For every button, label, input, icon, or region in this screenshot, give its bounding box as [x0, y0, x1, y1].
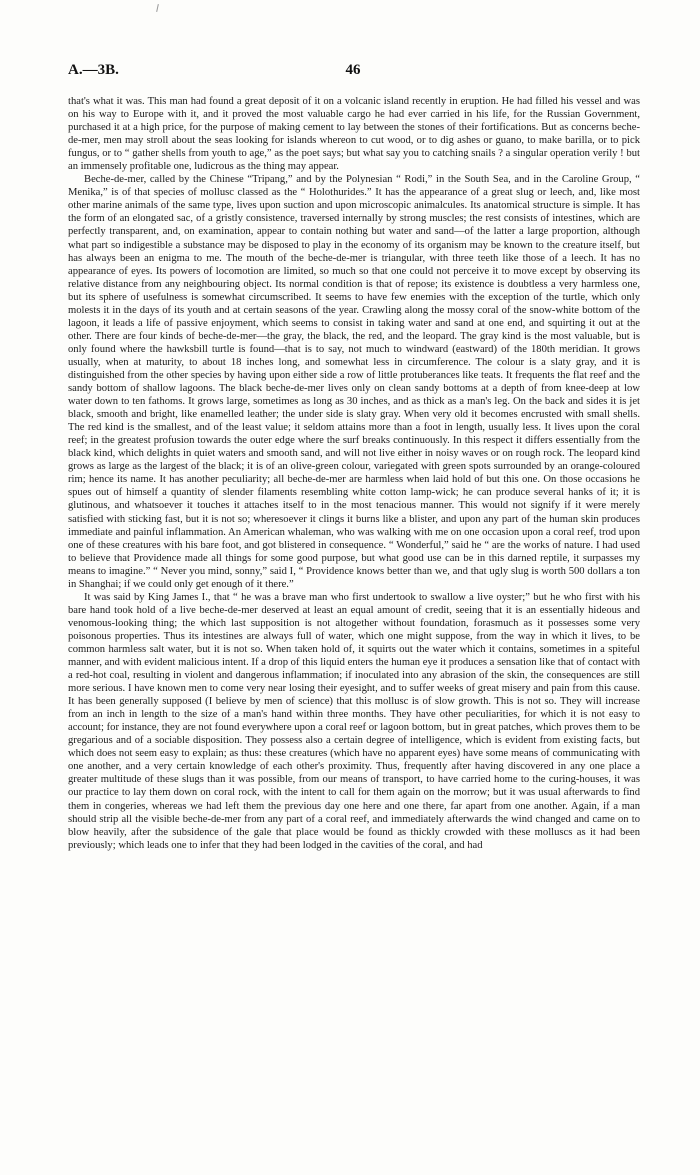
paragraph-king-james: It was said by King James I., that “ he was a brave man who first undertook to swallow a live oyster;” but he who first with his bare hand took hold of a live beche-de-mer deserved at least an equal amount of credit, seeing that it is an essentially hideous and venomous-looking thing; the which last supposition is not altogether without foundation, forasmuch as it possesses some very poisonous properties. Thus its intestines are always full of water, which one might suppose, from the way in which it lives, to be common harmless salt water, but it is not so. When taken hold of, it squirts out the water which it contains, sometimes in a spiteful manner, and with evident malicious intent. If a drop of this liquid enters the human eye it produces a sensation like that of contact with a red-hot coal, resulting in violent and dangerous inflammation; if inoculated into any abrasion of the skin, the consequences are still more serious. I have known men to come very near losing their eyesight, and to suffer weeks of great misery and pain from this cause. It has been generally supposed (I believe by men of science) that this mollusc is of slow growth. This is not so. They will increase from an inch in length to the size of a man's hand within three months. They have other peculiarities, for which it is not easy to account; for instance, they are not found everywhere upon a coral reef or lagoon bottom, but in great patches, which proves them to be gregarious and of a sociable disposition. They possess also a certain degree of intelligence, which is evident from existing facts, but which does not seem easy to explain; as thus: these creatures (which have no apparent eyes) have some means of communicating with one another, and a very certain knowledge of each other's proximity. Thus, frequently after having discovered in any one place a greater multitude of these slugs than it was possible, from our means of transport, to have carried home to the curing-houses, it was our practice to lay them down on coral rock, with the intent to call for them again on the morrow; but it was usual afterwards to find them in congeries, whereas we had left them the previous day one here and one there, far apart from one another. Again, if a man should strip all the visible beche-de-mer from any part of a coral reef, and immediately afterwards the wind changed and came on to blow heavily, after the subsidence of the gale that place would be found as thickly crowded with these molluscs as it had been previously; which leads one to infer that they had been lodged in the cavities of the coral, and had [68, 591, 640, 851]
stray-mark [156, 4, 159, 12]
page-header [68, 62, 638, 82]
page-number: 46 [345, 62, 361, 78]
section-reference: A.—3B. [68, 62, 119, 78]
paragraph-beche-de-mer-description: Beche-de-mer, called by the Chinese “Tripang,” and by the Polynesian “ Rodi,” in the South Sea, and in the Caroline Group, “ Menika,” is of that species of mollusc classed as the “ Holothurides.” It has the appearance of a great slug or leech, and, like most other marine animals of the same type, lives upon suction and upon microscopic animalcules. Its anatomical structure is simple. It has the form of an elongated sac, of a gristly consistence, traversed internally by strong muscles; the rest consists of intestines, which are perfectly transparent, and, on examination, appear to contain nothing but water and sand—of the latter a large proportion, although what part so indigestible a substance may be disposed to play in the economy of its organism may be known to the creature itself, but has always been an enigma to me. The mouth of the beche-de-mer is triangular, with three teeth like those of a leech. It has no appearance of eyes. Its powers of locomotion are limited, so much so that one could not perceive it to move except by observing its relative distance from any neighbouring object. Its normal condition is that of repose; its existence is doubtless a very harmless one, but its sphere of usefulness is somewhat circumscribed. It seems to have few enemies with the exception of the turtle, which only molests it in the days of its youth and at certain seasons of the year. Crawling along the mossy coral of the snow-white bottom of the lagoon, it leads a life of passive enjoyment, which seems to consist in taking water and sand at one end, and squirting it out at the other. There are four kinds of beche-de-mer—the gray, the black, the red, and the leopard. The gray kind is the most valuable, but is only found where the hawksbill turtle is found—that is to say, not much to windward (eastward) of the 180th meridian. It grows usually, when at maturity, to about 18 inches long, and somewhat less in circumference. The colour is a slaty gray, and it is distinguished from the other species by having upon either side a row of little protuberances like teats. It frequents the flat reef and the sandy bottom of shallow lagoons. The black beche-de-mer lives only on clean sandy bottoms at a depth of from knee-deep at low water down to ten fathoms. It grows large, sometimes as long as 30 inches, and as thick as a man's leg. On the back and sides it is jet black, smooth and bright, like enamelled leather; the under side is slaty gray. When very old it becomes encrusted with small shells. The red kind is the smallest, and of the least value; it seldom attains more than a foot in length, usually less. It lives upon the coral reef; in the greatest profusion towards the outer edge where the surf breaks continuously. In this respect it differs essentially from the black kind, which delights in quiet waters and smooth sand, and will not live either in noisy waves or on rough rock. The leopard kind grows as large as the largest of the black; it is of an olive-green colour, variegated with green spots surrounded by an orange-coloured rim; hence its name. It has another peculiarity; all beche-de-mer are harmless when laid hold of but this one. On those occasions he spues out of himself a quantity of slender filaments resembling white cotton lamp-wick; he can produce several hanks of it; it is glutinous, and whatsoever it touches it attaches itself to in the most tenacious manner. This would not signify if it were merely satisfied with sticking fast, but it is not so; wheresoever it clings it burns like a blister, and upon any part of the human skin produces immediate and painful inflammation. An American whaleman, who was walking with me on one occasion upon a coral reef, trod upon one of these creatures with his bare foot, and got blistered in consequence. “ Wonderful,” said he “ are the works of nature. I had used to believe that Providence made all things for some good purpose, but what good use can be in this darned reptile, it surpasses my means to imagine.” “ Never you mind, sonny,” said I, “ Providence knows better than we, and that ugly slug is worth 500 dollars a ton in Shanghai; if we could only get enough of it there.” [68, 174, 640, 590]
paragraph-continued: that's what it was. This man had found a great deposit of it on a volcanic island recently in eruption. He had filled his vessel and was on his way to Europe with it, and it proved the most valuable cargo he had ever carried in his life, for the Russian Government, purchased it at a high price, for the purpose of making cement to lay between the stones of their fortifications. But as concerns beche-de-mer, men may stroll about the seas looking for islands whereon to cut wood, or to dig ashes or guano, to make barilla, or to pick fungus, or to “ gather shells from youth to age,” as the poet says; but what say you to catching snails ? a singular operation verily ! but an immensely profitable one, ludicrous as the thing may appear. [68, 96, 640, 173]
body-text [68, 95, 640, 852]
